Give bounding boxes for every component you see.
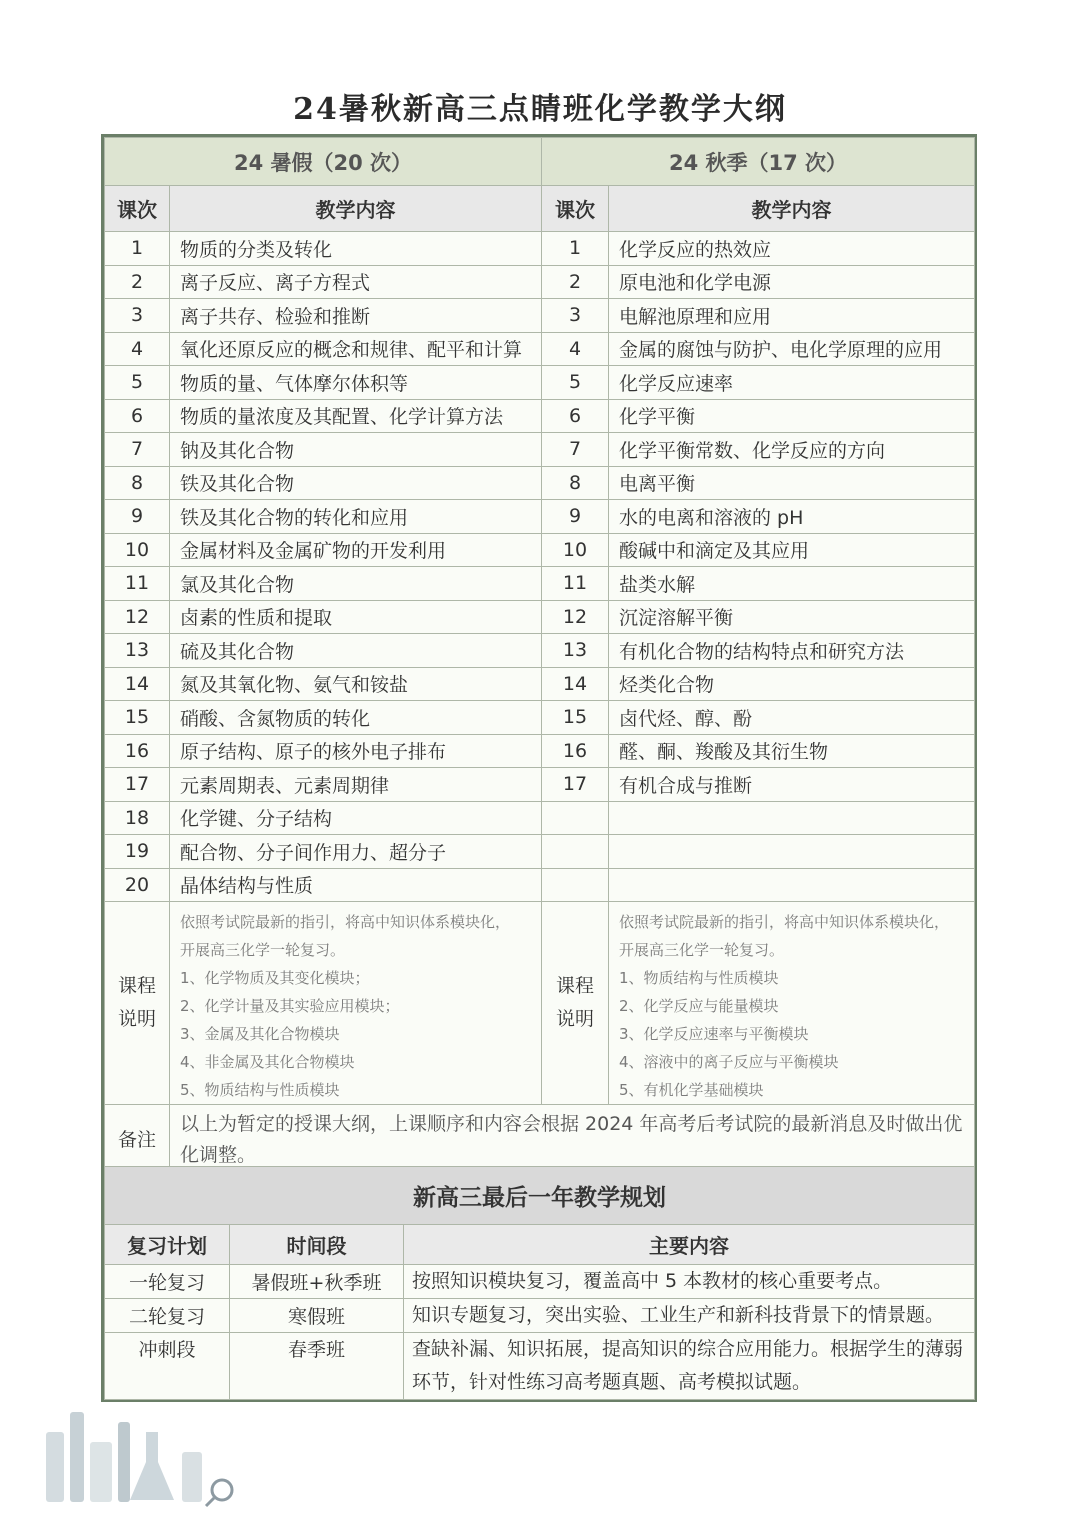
plan-name: 一轮复习 xyxy=(105,1265,230,1299)
lesson-row xyxy=(105,634,975,668)
autumn-lesson-number: 17 xyxy=(542,768,609,802)
summer-lesson-number: 5 xyxy=(105,366,170,400)
lesson-row xyxy=(105,533,975,567)
lesson-row xyxy=(105,600,975,634)
autumn-lesson-topic: 电解池原理和应用 xyxy=(609,299,975,333)
summer-lesson-number: 15 xyxy=(105,701,170,735)
summer-lesson-number: 20 xyxy=(105,868,170,902)
remark-label: 备注 xyxy=(105,1105,170,1176)
summer-lesson-topic: 硫及其化合物 xyxy=(170,634,542,668)
syllabus-table xyxy=(104,137,975,1176)
summer-lesson-topic: 钠及其化合物 xyxy=(170,433,542,467)
autumn-lesson-number: 10 xyxy=(542,533,609,567)
summer-course-label-2: 说明 xyxy=(117,1008,156,1030)
remark-text: 以上为暂定的授课大纲，上课顺序和内容会根据 2024 年高考后考试院的最新消息及时做出优化调整。 xyxy=(180,1113,963,1166)
plan-content: 查缺补漏、知识拓展，提高知识的综合应用能力。根据学生的薄弱环节，针对性练习高考题真题、高考模拟试题。 xyxy=(404,1333,975,1400)
summer-lesson-number: 11 xyxy=(105,567,170,601)
autumn-lesson-topic: 金属的腐蚀与防护、电化学原理的应用 xyxy=(609,332,975,366)
lesson-row xyxy=(105,701,975,735)
lesson-row xyxy=(105,299,975,333)
course-description-row xyxy=(105,902,975,1105)
summer-lesson-number: 13 xyxy=(105,634,170,668)
autumn-lesson-topic xyxy=(609,835,975,869)
summer-lesson-topic: 晶体结构与性质 xyxy=(170,868,542,902)
autumn-col-content: 教学内容 xyxy=(609,186,975,232)
autumn-lesson-topic: 酸碱中和滴定及其应用 xyxy=(609,533,975,567)
lesson-row xyxy=(105,433,975,467)
autumn-lesson-number xyxy=(542,868,609,902)
summer-lesson-number: 3 xyxy=(105,299,170,333)
plan-period: 春季班 xyxy=(230,1333,404,1400)
remark-cell xyxy=(170,1105,975,1176)
plan-col-plan: 复习计划 xyxy=(105,1225,230,1265)
autumn-lesson-number: 14 xyxy=(542,667,609,701)
plan-content: 按照知识模块复习，覆盖高中 5 本教材的核心重要考点。 xyxy=(404,1265,975,1299)
summer-note: 2、化学计量及其实验应用模块； xyxy=(180,997,400,1015)
page-title: 24暑秋新高三点睛班化学教学大纲 xyxy=(293,92,787,127)
summer-col-num: 课次 xyxy=(105,186,170,232)
summer-col-content: 教学内容 xyxy=(170,186,542,232)
autumn-lesson-number: 2 xyxy=(542,265,609,299)
summer-lesson-number: 2 xyxy=(105,265,170,299)
autumn-lesson-number: 7 xyxy=(542,433,609,467)
autumn-note: 2、化学反应与能量模块 xyxy=(619,997,779,1015)
summer-lesson-topic: 铁及其化合物的转化和应用 xyxy=(170,500,542,534)
autumn-lesson-number: 3 xyxy=(542,299,609,333)
lesson-row xyxy=(105,332,975,366)
autumn-lesson-number: 1 xyxy=(542,232,609,266)
summer-lesson-number: 1 xyxy=(105,232,170,266)
lesson-row xyxy=(105,801,975,835)
plan-content: 知识专题复习，突出实验、工业生产和新科技背景下的情景题。 xyxy=(404,1299,975,1333)
lesson-row xyxy=(105,500,975,534)
lesson-row xyxy=(105,835,975,869)
summer-lesson-number: 8 xyxy=(105,466,170,500)
autumn-lesson-number: 11 xyxy=(542,567,609,601)
summer-lesson-topic: 物质的量浓度及其配置、化学计算方法 xyxy=(170,399,542,433)
autumn-lesson-number: 5 xyxy=(542,366,609,400)
summer-lesson-topic: 物质的量、气体摩尔体积等 xyxy=(170,366,542,400)
summer-note: 3、金属及其化合物模块 xyxy=(180,1025,340,1043)
autumn-lesson-topic: 水的电离和溶液的 pH xyxy=(609,500,975,534)
summer-lesson-topic: 原子结构、原子的核外电子排布 xyxy=(170,734,542,768)
summer-lesson-number: 17 xyxy=(105,768,170,802)
autumn-lesson-number: 8 xyxy=(542,466,609,500)
autumn-lesson-number xyxy=(542,835,609,869)
autumn-lesson-number: 9 xyxy=(542,500,609,534)
summer-lesson-number: 7 xyxy=(105,433,170,467)
autumn-lesson-topic: 有机化合物的结构特点和研究方法 xyxy=(609,634,975,668)
autumn-lesson-topic: 化学反应的热效应 xyxy=(609,232,975,266)
lesson-row xyxy=(105,466,975,500)
summer-lesson-topic: 化学键、分子结构 xyxy=(170,801,542,835)
plan-period: 暑假班+秋季班 xyxy=(230,1265,404,1299)
summer-lesson-topic: 硝酸、含氮物质的转化 xyxy=(170,701,542,735)
summer-note: 依照考试院最新的指引，将高中知识体系模块化， xyxy=(180,913,511,931)
summer-lesson-number: 4 xyxy=(105,332,170,366)
plan-table xyxy=(104,1166,975,1400)
summer-lesson-topic: 离子共存、检验和推断 xyxy=(170,299,542,333)
summer-lesson-topic: 氧化还原反应的概念和规律、配平和计算 xyxy=(170,332,542,366)
autumn-note: 依照考试院最新的指引，将高中知识体系模块化， xyxy=(619,913,950,931)
summer-lesson-topic: 金属材料及金属矿物的开发利用 xyxy=(170,533,542,567)
summer-note: 1、化学物质及其变化模块； xyxy=(180,969,370,987)
summer-lesson-topic: 卤素的性质和提取 xyxy=(170,600,542,634)
autumn-lesson-number: 13 xyxy=(542,634,609,668)
autumn-lesson-number: 4 xyxy=(542,332,609,366)
lesson-row xyxy=(105,265,975,299)
summer-course-label xyxy=(105,902,170,1105)
summer-lesson-number: 16 xyxy=(105,734,170,768)
lesson-row xyxy=(105,667,975,701)
autumn-lesson-number: 12 xyxy=(542,600,609,634)
lesson-row xyxy=(105,734,975,768)
autumn-header: 24 秋季（17 次） xyxy=(542,138,975,186)
autumn-col-num: 课次 xyxy=(542,186,609,232)
summer-lesson-topic: 配合物、分子间作用力、超分子 xyxy=(170,835,542,869)
lesson-row xyxy=(105,768,975,802)
plan-row xyxy=(105,1299,975,1333)
plan-row xyxy=(105,1265,975,1299)
autumn-lesson-topic: 原电池和化学电源 xyxy=(609,265,975,299)
autumn-lesson-topic: 化学反应速率 xyxy=(609,366,975,400)
summer-course-notes xyxy=(170,902,542,1105)
autumn-lesson-topic xyxy=(609,868,975,902)
lesson-row xyxy=(105,232,975,266)
summer-note: 5、物质结构与性质模块 xyxy=(180,1081,340,1099)
summer-lesson-number: 6 xyxy=(105,399,170,433)
plan-title: 新高三最后一年教学规划 xyxy=(105,1167,975,1225)
summer-lesson-number: 19 xyxy=(105,835,170,869)
plan-name: 冲刺段 xyxy=(105,1333,230,1400)
summer-lesson-number: 12 xyxy=(105,600,170,634)
autumn-course-label-2: 说明 xyxy=(556,1008,595,1030)
lab-glassware-decoration xyxy=(36,1392,256,1512)
summer-lesson-topic: 元素周期表、元素周期律 xyxy=(170,768,542,802)
autumn-lesson-number xyxy=(542,801,609,835)
autumn-lesson-topic: 盐类水解 xyxy=(609,567,975,601)
autumn-lesson-topic: 烃类化合物 xyxy=(609,667,975,701)
lesson-row xyxy=(105,399,975,433)
autumn-course-label xyxy=(542,902,609,1105)
plan-name: 二轮复习 xyxy=(105,1299,230,1333)
summer-lesson-topic: 离子反应、离子方程式 xyxy=(170,265,542,299)
summer-lesson-number: 14 xyxy=(105,667,170,701)
autumn-lesson-topic: 卤代烃、醇、酚 xyxy=(609,701,975,735)
autumn-course-label-1: 课程 xyxy=(556,975,595,997)
lesson-row xyxy=(105,567,975,601)
lesson-rows xyxy=(105,232,975,902)
autumn-note: 开展高三化学一轮复习。 xyxy=(619,941,785,959)
summer-note: 开展高三化学一轮复习。 xyxy=(180,941,346,959)
plan-row xyxy=(105,1333,975,1400)
autumn-note: 1、物质结构与性质模块 xyxy=(619,969,779,987)
autumn-lesson-topic: 有机合成与推断 xyxy=(609,768,975,802)
summer-lesson-topic: 氯及其化合物 xyxy=(170,567,542,601)
autumn-lesson-topic: 电离平衡 xyxy=(609,466,975,500)
autumn-note: 4、溶液中的离子反应与平衡模块 xyxy=(619,1053,839,1071)
autumn-lesson-topic: 醛、酮、羧酸及其衍生物 xyxy=(609,734,975,768)
summer-lesson-topic: 物质的分类及转化 xyxy=(170,232,542,266)
summer-lesson-number: 9 xyxy=(105,500,170,534)
autumn-lesson-topic xyxy=(609,801,975,835)
autumn-lesson-number: 16 xyxy=(542,734,609,768)
plan-period: 寒假班 xyxy=(230,1299,404,1333)
autumn-lesson-topic: 化学平衡常数、化学反应的方向 xyxy=(609,433,975,467)
autumn-note: 5、有机化学基础模块 xyxy=(619,1081,764,1099)
summer-course-label-1: 课程 xyxy=(117,975,156,997)
plan-col-period: 时间段 xyxy=(230,1225,404,1265)
autumn-note: 3、化学反应速率与平衡模块 xyxy=(619,1025,809,1043)
autumn-lesson-number: 15 xyxy=(542,701,609,735)
summer-lesson-number: 10 xyxy=(105,533,170,567)
remark-row xyxy=(105,1105,975,1176)
lesson-row xyxy=(105,868,975,902)
plan-col-content: 主要内容 xyxy=(404,1225,975,1265)
autumn-lesson-topic: 化学平衡 xyxy=(609,399,975,433)
summer-lesson-topic: 铁及其化合物 xyxy=(170,466,542,500)
summer-lesson-topic: 氮及其氧化物、氨气和铵盐 xyxy=(170,667,542,701)
summer-header: 24 暑假（20 次） xyxy=(105,138,542,186)
summer-lesson-number: 18 xyxy=(105,801,170,835)
autumn-lesson-topic: 沉淀溶解平衡 xyxy=(609,600,975,634)
lesson-row xyxy=(105,366,975,400)
autumn-lesson-number: 6 xyxy=(542,399,609,433)
summer-note: 4、非金属及其化合物模块 xyxy=(180,1053,355,1071)
autumn-course-notes xyxy=(609,902,975,1105)
